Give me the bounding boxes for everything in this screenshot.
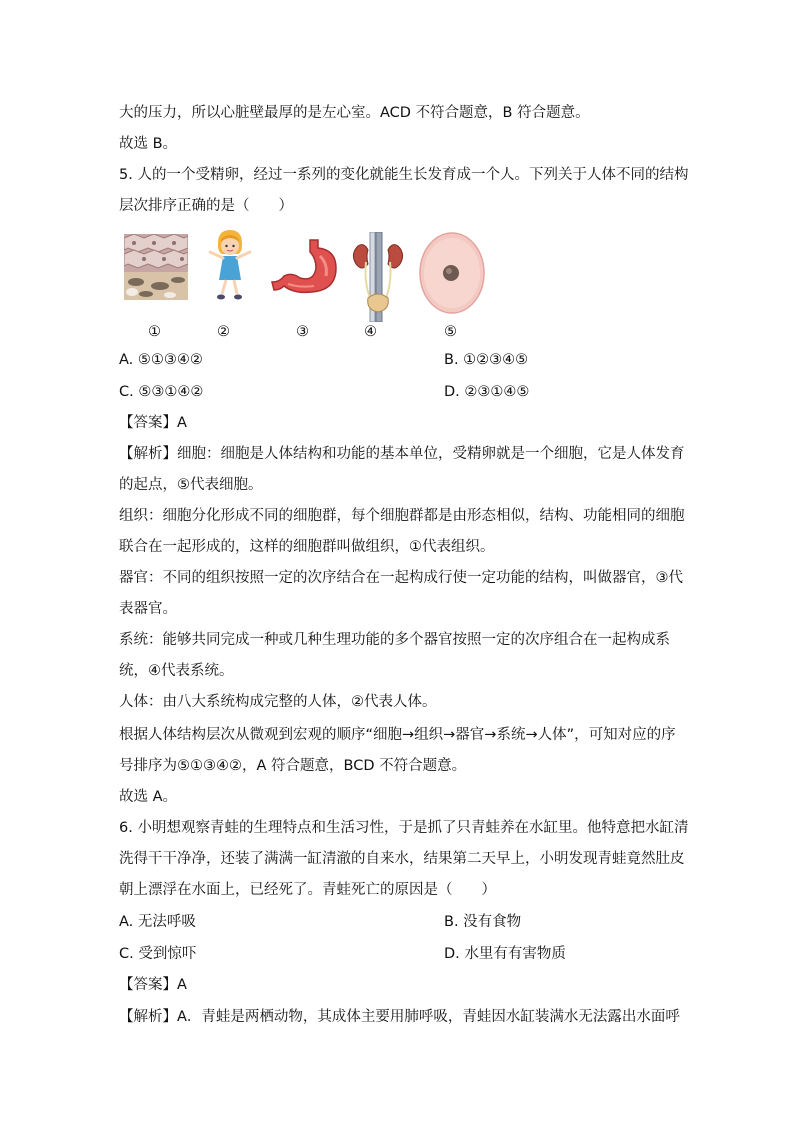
- analysis-tag: 【解析】: [119, 446, 177, 462]
- human-body-image: [204, 228, 256, 304]
- answer-line: [119, 975, 187, 995]
- analysis-line: [119, 444, 685, 464]
- question-5-stem: 5. 人的一个受精卵，经过一系列的变化就能生长发育成一个人。下列关于人体不同的结构: [119, 167, 689, 183]
- option-c: C. ⑤③①④②: [119, 384, 204, 400]
- answer-tag: 【答案】: [119, 415, 177, 431]
- tissue-image: [124, 234, 188, 300]
- analysis-text: 细胞：细胞是人体结构和功能的基本单位，受精卵就是一个细胞，它是人体发育: [177, 446, 685, 462]
- analysis-line: 人体：由八大系统构成完整的人体，②代表人体。: [119, 694, 437, 710]
- analysis-line: 表器官。: [119, 601, 177, 617]
- option-b: B. 没有食物: [444, 914, 522, 930]
- figure-label-5: ⑤: [444, 324, 457, 340]
- option-d: D. ②③①④⑤: [444, 384, 530, 400]
- figure-label-3: ③: [296, 324, 309, 340]
- text-line: 故选 B。: [119, 136, 178, 152]
- analysis-line: 统，④代表系统。: [119, 663, 234, 679]
- analysis-text: A．青蛙是两栖动物，其成体主要用肺呼吸，青蛙因水缸装满水无法露出水面呼: [177, 1009, 680, 1025]
- analysis-line: 组织：细胞分化形成不同的细胞群，每个细胞群都是由形态相似，结构、功能相同的细胞: [119, 508, 685, 524]
- question-6-stem: 6. 小明想观察青蛙的生理特点和生活习性，于是抓了只青蛙养在水缸里。他特意把水缸清: [119, 820, 689, 836]
- option-d: D. 水里有有害物质: [444, 946, 566, 962]
- figure-label-1: ①: [148, 324, 161, 340]
- option-b: B. ①②③④⑤: [444, 352, 529, 368]
- answer-line: [119, 413, 187, 433]
- analysis-line: 的起点，⑤代表细胞。: [119, 477, 263, 493]
- analysis-line: 系统：能够共同完成一种或几种生理功能的多个器官按照一定的次序组合在一起构成系: [119, 632, 670, 648]
- answer-value: A: [177, 977, 187, 993]
- question-6-stem: 洗得干干净净，还装了满满一缸清澈的自来水，结果第二天早上，小明发现青蛙竟然肚皮: [119, 851, 685, 867]
- option-c: C. 受到惊吓: [119, 946, 197, 962]
- analysis-tag: 【解析】: [119, 1009, 177, 1025]
- figure-label-4: ④: [364, 324, 377, 340]
- stomach-image: [270, 238, 342, 300]
- analysis-line: 号排序为⑤①③④②，A 符合题意，BCD 不符合题意。: [119, 758, 467, 774]
- question-6-stem: 朝上漂浮在水面上，已经死了。青蛙死亡的原因是（ ）: [119, 882, 496, 898]
- question-5-stem: 层次排序正确的是（ ）: [119, 198, 293, 214]
- fertilized-egg-image: [418, 230, 486, 316]
- answer-value: A: [177, 415, 187, 431]
- analysis-line: 根据人体结构层次从微观到宏观的顺序“细胞→组织→器官→系统→人体”，可知对应的序: [119, 727, 676, 743]
- analysis-line: 器官：不同的组织按照一定的次序结合在一起构成行使一定功能的结构，叫做器官，③代: [119, 570, 683, 586]
- option-a: A. ⑤①③④②: [119, 352, 203, 368]
- analysis-line: 故选 A。: [119, 789, 178, 805]
- text-line: 大的压力，所以心脏壁最厚的是左心室。ACD 不符合题意，B 符合题意。: [119, 105, 590, 121]
- figure-label-2: ②: [217, 324, 230, 340]
- answer-tag: 【答案】: [119, 977, 177, 993]
- urinary-system-image: [348, 232, 410, 322]
- option-a: A. 无法呼吸: [119, 914, 196, 930]
- analysis-line: [119, 1007, 680, 1027]
- analysis-line: 联合在一起形成的，这样的细胞群叫做组织，①代表组织。: [119, 539, 495, 555]
